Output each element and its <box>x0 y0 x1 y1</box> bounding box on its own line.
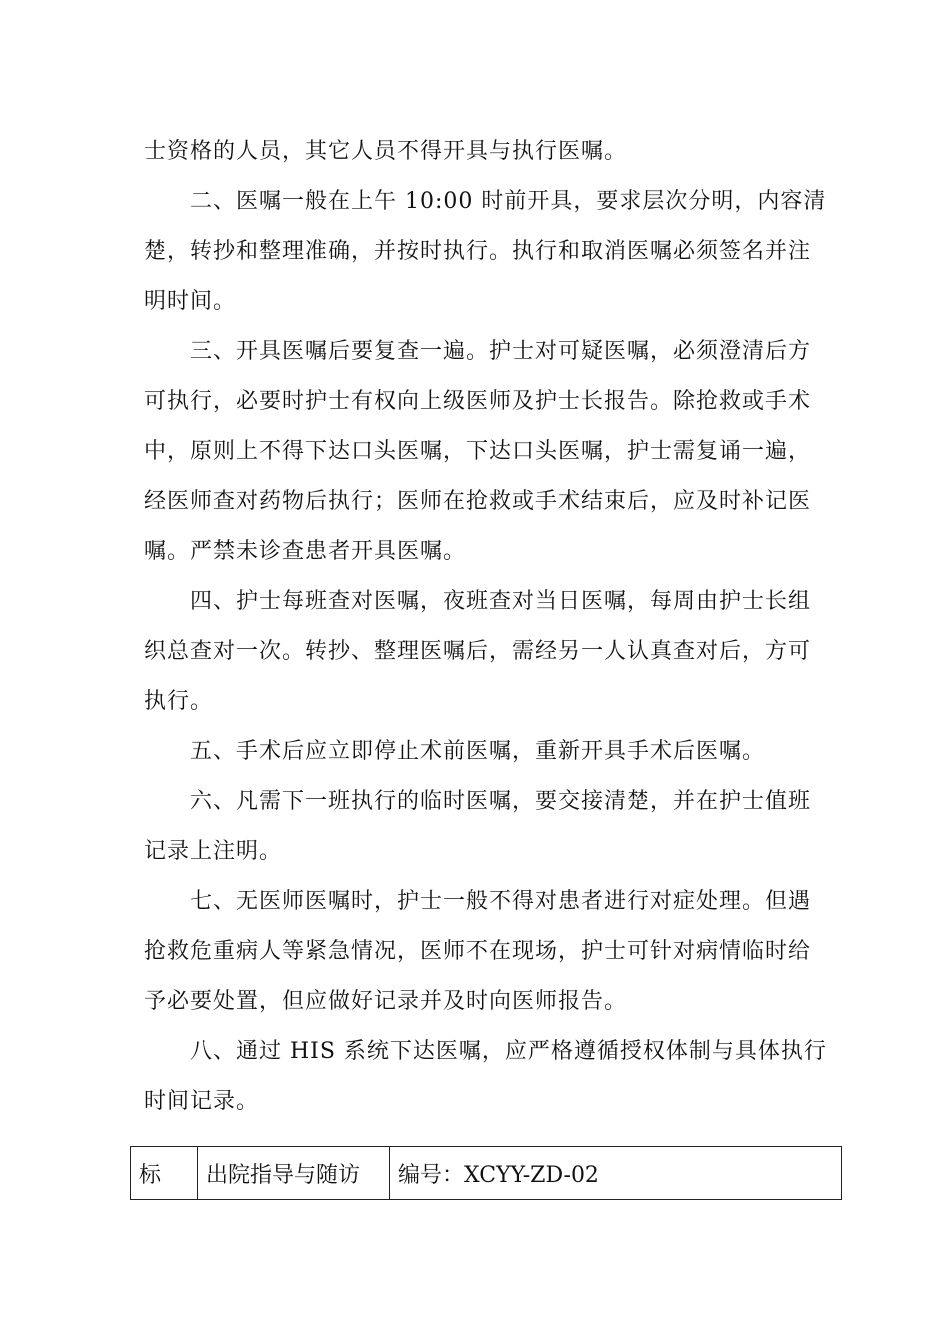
table-row <box>131 1147 842 1200</box>
paragraph-line: 抢救危重病人等紧急情况，医师不在现场，护士可针对病情临时给 <box>144 939 812 964</box>
paragraph-line: 士资格的人员，其它人员不得开具与执行医嘱。 <box>144 139 628 164</box>
paragraph-line: 执行。 <box>144 689 214 714</box>
paragraph-line: 明时间。 <box>144 289 237 314</box>
paragraph-line: 经医师查对药物后执行；医师在抢救或手术结束后，应及时补记医 <box>144 489 812 514</box>
paragraph-line: 可执行，必要时护士有权向上级医师及护士长报告。除抢救或手术 <box>144 389 812 414</box>
paragraph-line: 六、凡需下一班执行的临时医嘱，要交接清楚，并在护士值班 <box>190 789 812 814</box>
paragraph-line: 记录上注明。 <box>144 839 283 864</box>
document-header-table <box>130 1146 842 1200</box>
paragraph-line: 五、手术后应立即停止术前医嘱，重新开具手术后医嘱。 <box>190 739 766 764</box>
paragraph-line: 八、通过 HIS 系统下达医嘱，应严格遵循授权体制与具体执行 <box>190 1039 827 1064</box>
table-cell-label: 标 <box>131 1147 198 1200</box>
table-cell-title: 出院指导与随访 <box>198 1147 390 1200</box>
paragraph-line: 嘱。严禁未诊查患者开具医嘱。 <box>144 539 467 564</box>
paragraph-line: 二、医嘱一般在上午 10:00 时前开具，要求层次分明，内容清 <box>190 189 827 214</box>
paragraph-line: 三、开具医嘱后要复查一遍。护士对可疑医嘱，必须澄清后方 <box>190 339 812 364</box>
paragraph-line: 织总查对一次。转抄、整理医嘱后，需经另一人认真查对后，方可 <box>144 639 812 664</box>
paragraph-line: 予必要处置，但应做好记录并及时向医师报告。 <box>144 989 628 1014</box>
paragraph-line: 时间记录。 <box>144 1089 260 1114</box>
paragraph-line: 中，原则上不得下达口头医嘱，下达口头医嘱，护士需复诵一遍， <box>144 439 812 464</box>
paragraph-line: 七、无医师医嘱时，护士一般不得对患者进行对症处理。但遇 <box>190 889 812 914</box>
paragraph-line: 楚，转抄和整理准确，并按时执行。执行和取消医嘱必须签名并注 <box>144 239 812 264</box>
paragraph-line: 四、护士每班查对医嘱，夜班查对当日医嘱，每周由护士长组 <box>190 589 812 614</box>
table-cell-code: 编号：XCYY-ZD-02 <box>390 1147 842 1200</box>
